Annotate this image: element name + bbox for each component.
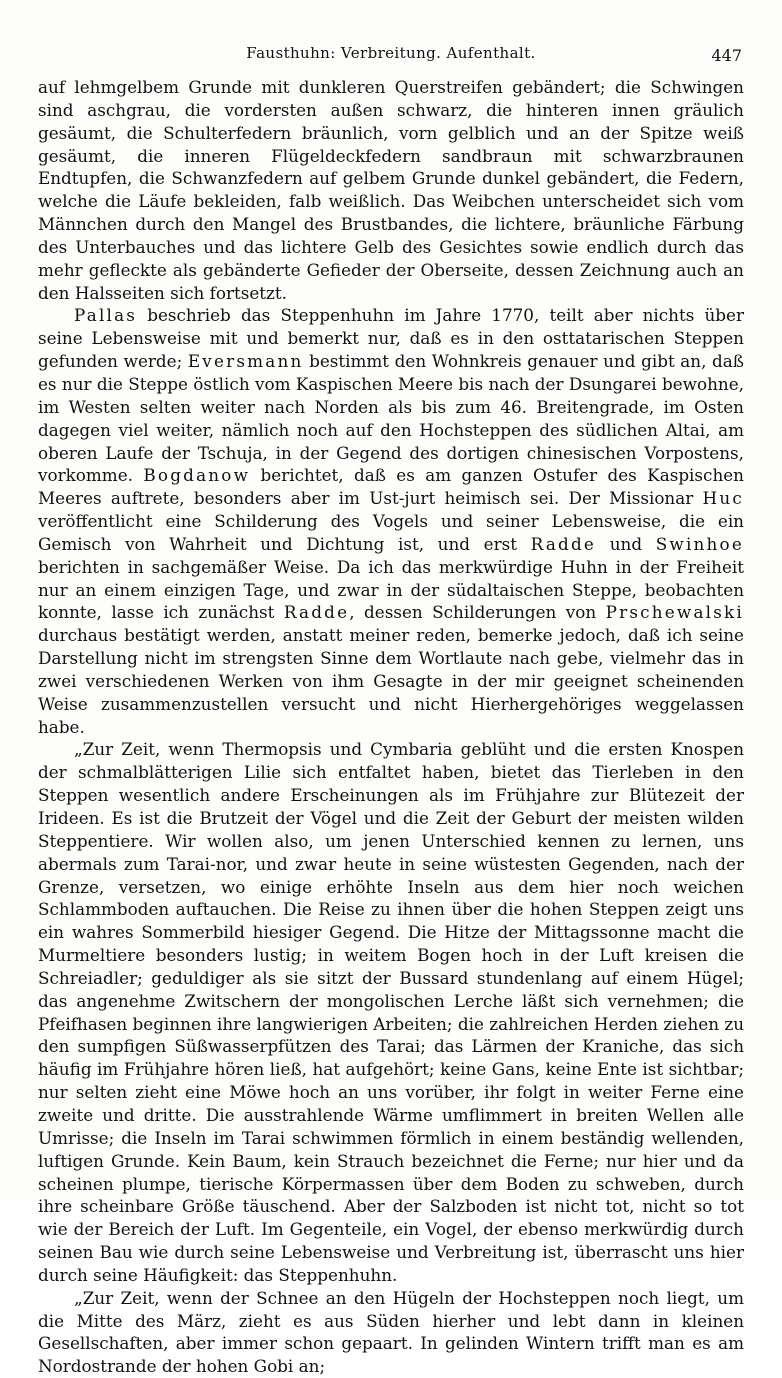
text-run: , dessen Schilderungen von	[349, 602, 606, 623]
paragraph	[38, 738, 744, 1286]
paragraph	[38, 304, 744, 738]
text-run: „Zur Zeit, wenn Thermopsis und Cymbaria geblüht und die ersten Knospen der schmalblätterigen Lilie sich entfaltet haben, bietet das Tierleben in den Steppen wesentlich andere Erscheinungen als im Frühjahre zur Blütezeit der Irideen. Es ist die Brutzeit der Vögel und die Zeit der Geburt der meisten wilden Steppentiere. Wir wollen also, um jenen Unterschied kennen zu lernen, uns abermals zum Tarai-nor, und zwar heute in seine wüstesten Gegenden, nach der Grenze, versetzen, wo einige erhöhte Inseln aus dem hier noch weichen Schlammboden auftauchen. Die Reise zu ihnen über die hohen Steppen zeigt uns ein wahres Sommerbild hiesiger Gegend. Die Hitze der Mittagssonne macht die Murmeltiere besonders lustig; in weitem Bogen hoch in der Luft kreisen die Schreiadler; geduldiger als sie sitzt der Bussard stundenlang auf einem Hügel; das angenehme Zwitschern der mongolischen Lerche läßt sich vernehmen; die Pfeifhasen beginnen ihre langwierigen Arbeiten; die zahlreichen Herden ziehen zu den sumpfigen Süßwasserpfützen des Tarai; das Lärmen der Kraniche, das sich häufig im Frühjahre hören ließ, hat aufgehört; keine Gans, keine Ente ist sichtbar; nur selten zieht eine Möwe hoch an uns vorüber, ihr folgt in weiter Ferne eine zweite und dritte. Die ausstrahlende Wärme umflimmert in breiten Wellen alle Umrisse; die Inseln im Tarai schwimmen förmlich in einem beständig wellenden, luftigen Grunde. Kein Baum, kein Strauch bezeichnet die Ferne; nur hier und da scheinen plumpe, tierische Körpermassen über dem Boden zu schweben, durch ihre scheinbare Größe täuschend. Aber der Salzboden ist nicht tot, nicht so tot wie der Bereich der Luft. Im Gegenteile, ein Vogel, der ebenso merkwürdig durch seinen Bau wie durch seine Lebensweise und Verbreitung ist, überrascht uns hier durch seine Häufigkeit: das Steppenhuhn.	[38, 739, 744, 1285]
spaced-name: Eversmann	[187, 351, 304, 372]
spaced-name: Radde	[530, 533, 597, 554]
body-text	[38, 76, 744, 1378]
text-run: „Zur Zeit, wenn der Schnee an den Hügeln der Hochsteppen noch liegt, um die Mitte des März, zieht es aus Süden hierher und lebt dann in kleinen Gesellschaften, aber immer schon gepaart. In gelinden Wintern trifft man es am Nordostrande der hohen Gobi an;	[38, 1287, 744, 1377]
paragraph	[38, 1287, 744, 1378]
text-run: und	[596, 533, 656, 554]
text-run: veröffentlicht eine Schilderung des Vogels und seiner Lebensweise, die ein Gemisch von Wahrheit und Dichtung ist, und erst	[38, 511, 744, 554]
spaced-name: Swinhoe	[655, 533, 744, 554]
spaced-name: Pallas	[74, 305, 138, 326]
page-header	[38, 44, 744, 70]
text-run: bestimmt den Wohnkreis genauer und gibt an, daß es nur die Steppe östlich vom Kaspischen Meere bis nach der Dsungarei bewohne, im Westen selten weiter nach Norden als bis zum 46. Breitengrade, im Osten dagegen viel weiter, nämlich noch auf den Hochsteppen des südlichen Altai, am oberen Laufe der Tschuja, in der Gegend des dortigen chinesischen Vorpostens, vorkomme.	[38, 351, 744, 486]
text-run: berichtet, daß es am ganzen Ostufer des Kaspischen Meeres auftrete, besonders aber im Ust-jurt heimisch sei. Der Missionar	[38, 465, 744, 509]
text-run: beschrieb das Steppenhuhn im Jahre 1770, teilt aber nichts über seine Lebensweise mit und bemerkt nur, daß es in den osttatarischen Steppen gefunden werde;	[38, 305, 744, 372]
paragraph	[38, 76, 744, 304]
spaced-name: Bogdanow	[143, 465, 251, 486]
spaced-name: Huc	[702, 488, 744, 509]
spaced-name: Prschewalski	[605, 602, 744, 623]
text-run: berichten in sachgemäßer Weise. Da ich das merkwürdige Huhn in der Freiheit nur an einem einzigen Tage, und zwar in der südaltaischen Steppe, beobachten konnte, lasse ich zunächst	[38, 556, 744, 623]
text-run: durchaus bestätigt werden, anstatt meiner reden, bemerke jedoch, daß ich seine Darstellung nicht im strengsten Sinne dem Wortlaute nach gebe, vielmehr das in zwei verschiedenen Werken von ihm Gesagte in der mir geeignet scheinenden Weise zusammenzustellen versucht und nicht Hierhergehöriges weggelassen habe.	[38, 625, 744, 737]
text-run: auf lehmgelbem Grunde mit dunkleren Querstreifen gebändert; die Schwingen sind aschgrau, die vordersten außen schwarz, die hinteren innen gräulich gesäumt, die Schulterfedern bräunlich, vorn gelblich und an der Spitze weiß gesäumt, die inneren Flügeldeckfedern sandbraun mit schwarzbraunen Endtupfen, die Schwanzfedern auf gelbem Grunde dunkel gebändert, die Federn, welche die Läufe bekleiden, falb weißlich. Das Weibchen unterscheidet sich vom Männchen durch den Mangel des Brustbandes, die lichtere, bräunliche Färbung des Unterbauches und das lichtere Gelb des Gesichtes sowie endlich durch das mehr gefleckte als gebänderte Gefieder der Oberseite, dessen Zeichnung auch an den Halsseiten sich fortsetzt.	[38, 77, 744, 303]
page-number: 447	[711, 46, 742, 65]
spaced-name: Radde	[283, 602, 350, 623]
running-head: Fausthuhn: Verbreitung. Aufenthalt.	[246, 44, 536, 62]
